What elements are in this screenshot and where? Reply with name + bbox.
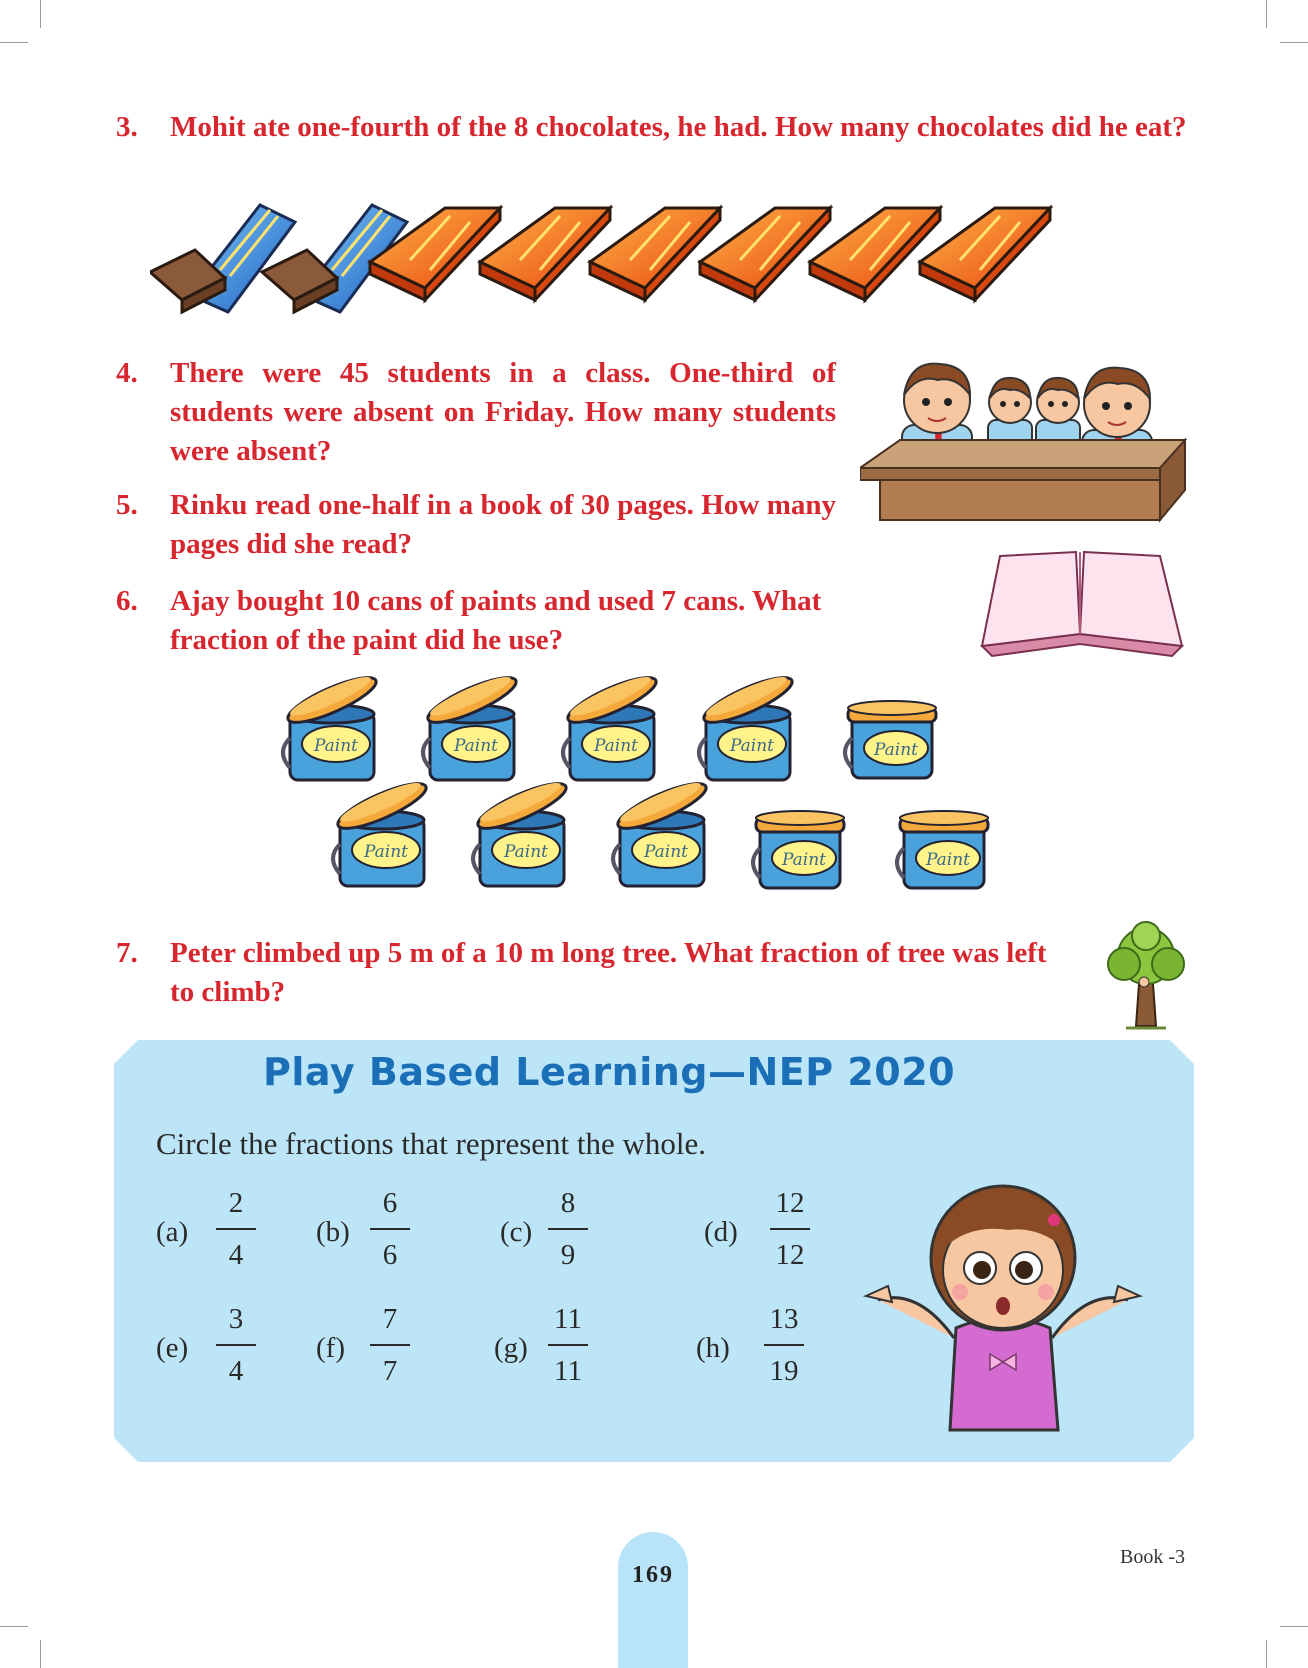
fraction-option-b[interactable] — [316, 1186, 426, 1276]
paint-label: Paint — [729, 736, 775, 756]
numerator: 2 — [228, 1187, 244, 1219]
tree-illustration — [1106, 920, 1186, 1032]
denominator: 7 — [382, 1355, 398, 1387]
crop-mark — [1280, 42, 1308, 43]
instruction-text: Circle the fractions that represent the whole. — [156, 1126, 707, 1161]
crop-mark — [40, 0, 41, 28]
fraction — [538, 1302, 598, 1388]
fraction-bar — [370, 1344, 410, 1346]
crop-mark — [1280, 1626, 1308, 1627]
paint-cans-illustration — [280, 672, 1040, 904]
paint-can-open — [699, 672, 797, 780]
fraction-bar — [770, 1228, 810, 1230]
question-text: There were 45 students in a class. One-third of students were absent on Friday. How many students were absent? — [170, 357, 836, 467]
chocolate-wrapped — [150, 205, 295, 312]
paint-can-open — [563, 672, 661, 780]
paint-label: Paint — [313, 736, 359, 756]
question-text: Peter climbed up 5 m of a 10 m long tree. What fraction of tree was left to climb? — [170, 937, 1047, 1008]
paint-can-open — [613, 776, 711, 886]
fraction-bar — [216, 1228, 256, 1230]
fraction-bar — [548, 1344, 588, 1346]
option-label: (g) — [494, 1332, 528, 1364]
fraction-option-e[interactable] — [156, 1302, 266, 1392]
denominator: 4 — [228, 1355, 244, 1387]
paint-label: Paint — [925, 850, 971, 870]
fraction — [360, 1302, 420, 1388]
option-label: (b) — [316, 1216, 350, 1248]
paint-can-open — [423, 672, 521, 780]
question-text: Mohit ate one-fourth of the 8 chocolates, he had. How many chocolates did he eat? — [170, 111, 1187, 143]
fraction — [206, 1186, 266, 1272]
question-number: 3. — [116, 111, 138, 143]
crop-mark — [40, 1640, 41, 1668]
numerator: 6 — [382, 1187, 398, 1219]
denominator: 12 — [775, 1239, 805, 1271]
paint-can-closed — [753, 811, 844, 888]
question-number: 4. — [116, 357, 138, 389]
fraction-option-h[interactable] — [696, 1302, 816, 1392]
fraction-bar — [764, 1344, 804, 1346]
question-number: 6. — [116, 585, 138, 617]
option-label: (f) — [316, 1332, 345, 1364]
crop-mark — [1266, 1640, 1267, 1668]
fraction-bar — [370, 1228, 410, 1230]
paint-can-open — [473, 776, 571, 886]
denominator: 11 — [554, 1355, 582, 1387]
numerator: 11 — [554, 1303, 582, 1335]
fraction-option-c[interactable] — [500, 1186, 610, 1276]
option-label: (c) — [500, 1216, 533, 1248]
numerator: 12 — [775, 1187, 805, 1219]
paint-label: Paint — [453, 736, 499, 756]
students-illustration — [860, 340, 1190, 530]
fraction — [754, 1302, 814, 1388]
paint-can-open — [333, 776, 431, 886]
question-text: Ajay bought 10 cans of paints and used 7 cans. What fraction of the paint did he use? — [170, 585, 822, 656]
question-text: Rinku read one-half in a book of 30 pages. How many pages did she read? — [170, 489, 836, 560]
fraction-bar — [216, 1344, 256, 1346]
option-label: (h) — [696, 1332, 730, 1364]
fraction-option-d[interactable] — [704, 1186, 824, 1276]
fraction-option-a[interactable] — [156, 1186, 266, 1276]
crop-mark — [0, 1626, 28, 1627]
option-label: (a) — [156, 1216, 189, 1248]
numerator: 8 — [560, 1187, 576, 1219]
crop-mark — [0, 42, 28, 43]
paint-label: Paint — [643, 842, 689, 862]
paint-can-closed — [897, 811, 988, 888]
numerator: 13 — [769, 1303, 799, 1335]
paint-label: Paint — [503, 842, 549, 862]
crop-mark — [1266, 0, 1267, 28]
desk — [860, 440, 1185, 520]
fraction-option-f[interactable] — [316, 1302, 426, 1392]
question-number: 5. — [116, 489, 138, 521]
panel-title: Play Based Learning—NEP 2020 — [263, 1050, 956, 1094]
fraction — [760, 1186, 820, 1272]
book-illustration — [972, 548, 1192, 658]
denominator: 6 — [382, 1239, 398, 1271]
fraction — [360, 1186, 420, 1272]
denominator: 9 — [560, 1239, 576, 1271]
paint-label: Paint — [363, 842, 409, 862]
fraction-option-g[interactable] — [494, 1302, 614, 1392]
paint-can-open — [283, 672, 381, 780]
page-number-tab — [618, 1532, 688, 1668]
fraction-bar — [548, 1228, 588, 1230]
paint-label: Paint — [781, 850, 827, 870]
option-label: (e) — [156, 1332, 189, 1364]
girl-illustration — [858, 1168, 1148, 1438]
denominator: 19 — [769, 1355, 799, 1387]
book-label: Book -3 — [1120, 1546, 1185, 1568]
chocolates-illustration — [150, 200, 1140, 325]
fraction — [206, 1302, 266, 1388]
option-label: (d) — [704, 1216, 738, 1248]
page-number: 169 — [632, 1562, 674, 1588]
paint-can-closed — [845, 701, 936, 778]
denominator: 4 — [228, 1239, 244, 1271]
numerator: 3 — [228, 1303, 244, 1335]
question-number: 7. — [116, 937, 138, 969]
numerator: 7 — [382, 1303, 398, 1335]
fraction — [538, 1186, 598, 1272]
paint-label: Paint — [593, 736, 639, 756]
paint-label: Paint — [873, 740, 919, 760]
